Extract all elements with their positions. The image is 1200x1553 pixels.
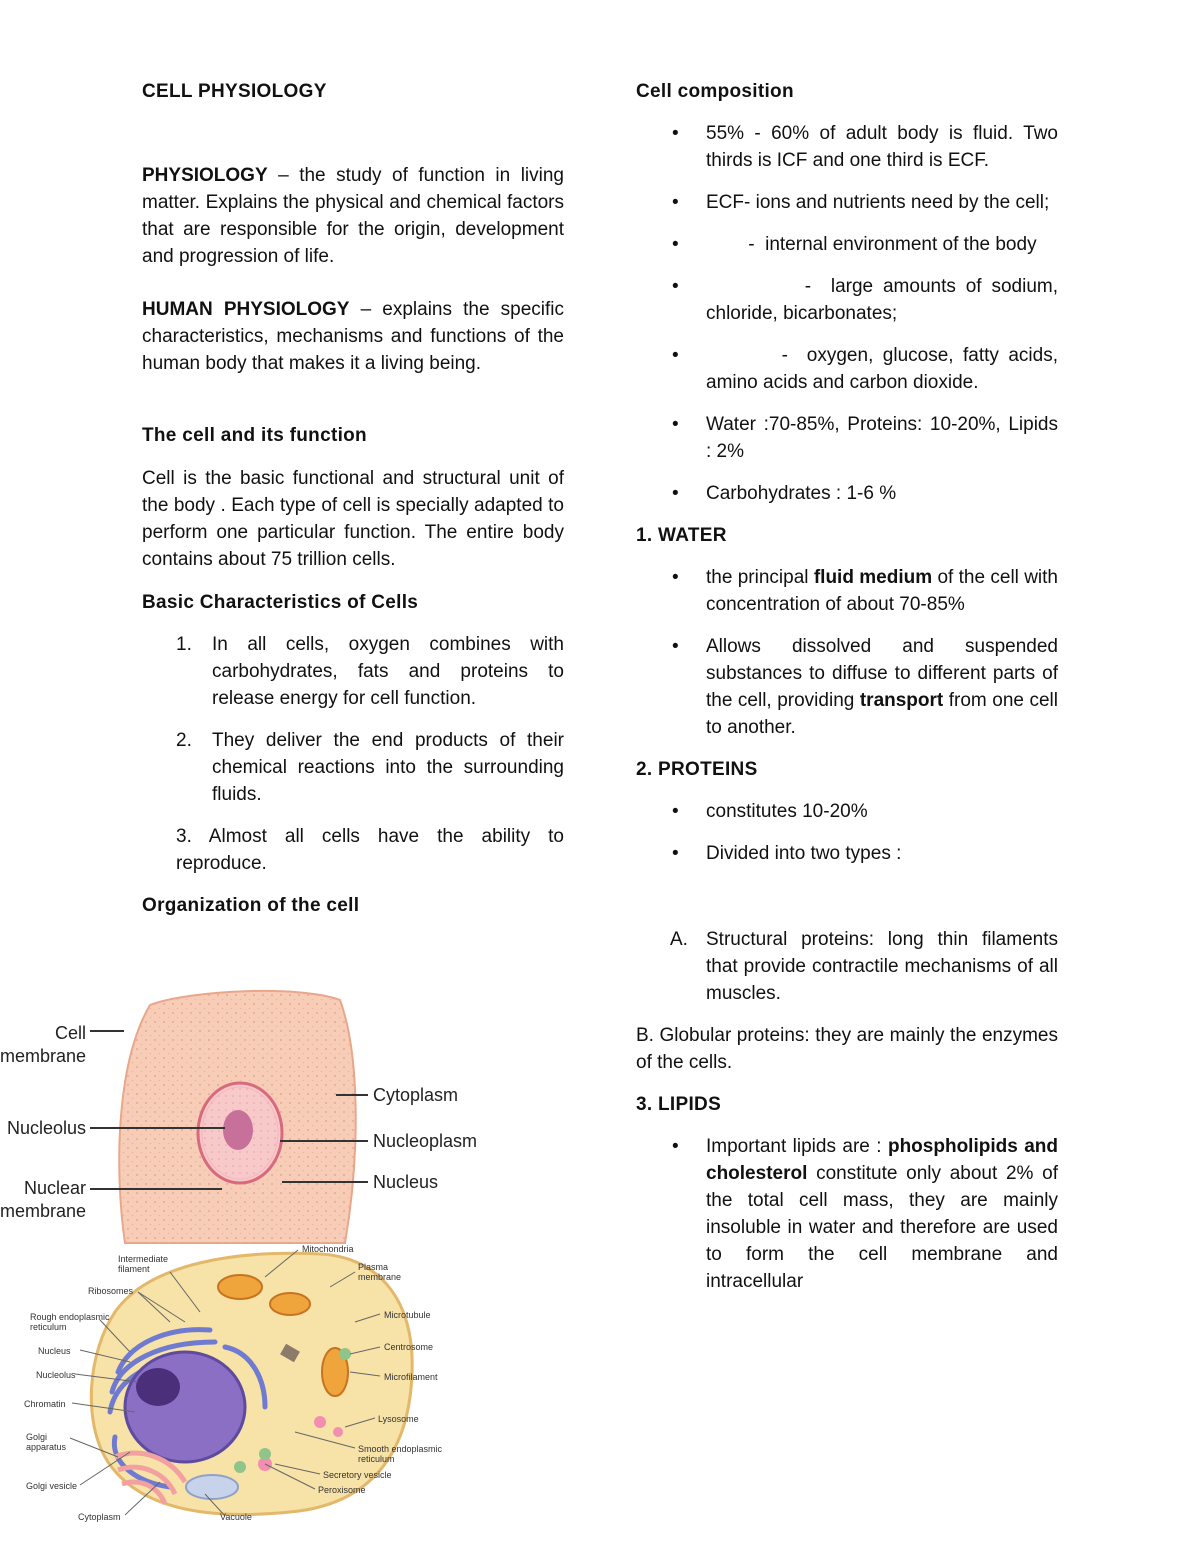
basic-characteristics-heading: Basic Characteristics of Cells — [142, 592, 419, 613]
list-item: • - oxygen, glucose, fatty acids, amino acids and carbon dioxide. — [672, 345, 1064, 393]
nucleus-shape — [125, 1352, 245, 1462]
label-smooth-er-2: reticulum — [358, 1454, 395, 1464]
label-nucleolus: Nucleolus — [36, 1370, 76, 1380]
protein-types-list — [636, 926, 1058, 1007]
list-item: • ECF- ions and nutrients need by the cell; — [672, 192, 1050, 213]
label-golgi-2: apparatus — [26, 1442, 67, 1452]
list-item: • Allows dissolved and suspended substances to diffuse to different parts of the cell, providing transport from one cell to another. — [672, 636, 1058, 738]
label-cell-membrane: Cell — [54, 1023, 86, 1043]
doc-title: CELL PHYSIOLOGY — [142, 81, 327, 102]
list-item: • constitutes 10-20% — [672, 801, 868, 822]
label-mitochondria: Mitochondria — [302, 1244, 354, 1254]
list-item: A. Structural proteins: long thin filaments that provide contractile mechanisms of all muscles. — [670, 929, 1058, 1004]
label-lysosome: Lysosome — [378, 1414, 419, 1424]
label-nucleoplasm: Nucleoplasm — [373, 1131, 478, 1151]
label-nucleus: Nucleus — [373, 1172, 439, 1192]
label-plasma-membrane-2: membrane — [358, 1272, 402, 1282]
list-item: • the principal fluid medium of the cell with concentration of about 70-85% — [672, 567, 1059, 615]
physiology-term: PHYSIOLOGY — [142, 165, 268, 186]
globular-proteins-text: B. Globular proteins: they are mainly the enzymes of the cells. — [636, 1025, 1058, 1073]
label-nuclear-membrane: Nuclear — [23, 1178, 86, 1198]
nucleolus-shape — [136, 1368, 180, 1406]
list-item: • 55% - 60% of adult body is fluid. Two thirds is ICF and one third is ECF. — [672, 123, 1058, 171]
proteins-heading: 2. PROTEINS — [636, 759, 758, 780]
animal-cell-diagram — [20, 1242, 470, 1527]
list-item: • Important lipids are : phospholipids and cholesterol constitute only about 2% of the total cell mass, they are mainly insoluble in water and therefore are used to form the cell membrane and intracellular — [672, 1136, 1058, 1292]
list-item: • Water :70-85%, Proteins: 10-20%, Lipids : 2% — [672, 414, 1058, 462]
label-ribosomes: Ribosomes — [88, 1286, 134, 1296]
human-physiology-definition — [142, 296, 564, 377]
physiology-definition — [142, 162, 564, 270]
water-heading: 1. WATER — [636, 525, 727, 546]
label-golgi-vesicle: Golgi vesicle — [26, 1481, 78, 1491]
label-secretory-vesicle: Secretory vesicle — [323, 1470, 392, 1480]
proteins-list — [636, 798, 1058, 867]
label-microfilament: Microfilament — [384, 1372, 438, 1382]
label-rough-er: Rough endoplasmic — [30, 1312, 110, 1322]
label-peroxisome: Peroxisome — [318, 1485, 366, 1495]
basic-characteristics-list — [142, 631, 564, 808]
lipids-heading: 3. LIPIDS — [636, 1094, 722, 1115]
cell-composition-heading: Cell composition — [636, 81, 794, 102]
label-smooth-er: Smooth endoplasmic — [358, 1444, 443, 1454]
list-item: 1. In all cells, oxygen combines with carbohydrates, fats and proteins to release energy for cell function. — [176, 634, 564, 709]
label-intermediate-filament-2: filament — [118, 1264, 150, 1274]
organization-heading: Organization of the cell — [142, 895, 360, 916]
basic-characteristic-3: 3. Almost all cells have the ability to reproduce. — [176, 826, 564, 874]
list-item: 2. They deliver the end products of their chemical reactions into the surrounding fluids. — [176, 730, 564, 805]
label-cell-membrane-2: membrane — [0, 1046, 86, 1066]
label-chromatin: Chromatin — [24, 1399, 66, 1409]
human-physiology-def-text: – explains the specific characteristics, mechanisms and functions of the human body that makes it a living being. — [142, 299, 564, 374]
cell-organization-diagram — [0, 975, 480, 1250]
label-nucleolus: Nucleolus — [6, 1118, 86, 1138]
label-nucleus: Nucleus — [38, 1346, 71, 1356]
label-cytoplasm: Cytoplasm — [373, 1085, 459, 1105]
label-cytoplasm: Cytoplasm — [78, 1512, 121, 1522]
lipids-list — [636, 1133, 1058, 1295]
list-item: • - large amounts of sodium, chloride, bicarbonates; — [672, 276, 1064, 324]
label-rough-er-2: reticulum — [30, 1322, 67, 1332]
list-item: • Carbohydrates : 1-6 % — [672, 483, 897, 504]
cell-function-heading: The cell and its function — [142, 425, 367, 446]
list-item: • Divided into two types : — [672, 843, 902, 864]
label-microtubule: Microtubule — [384, 1310, 431, 1320]
human-physiology-term: HUMAN PHYSIOLOGY — [142, 299, 350, 320]
label-intermediate-filament: Intermediate — [118, 1254, 169, 1264]
water-list — [636, 564, 1058, 741]
label-vacuole: Vacuole — [220, 1512, 252, 1522]
list-item: • - internal environment of the body — [672, 234, 1037, 255]
label-plasma-membrane: Plasma — [358, 1262, 389, 1272]
right-column — [636, 78, 1064, 1295]
physiology-def-text: – the study of function in living matter. Explains the physical and chemical factors that are responsible for the origin, development and progression of life. — [142, 165, 564, 267]
cell-function-text: Cell is the basic functional and structural unit of the body . Each type of cell is specially adapted to perform one particular function. The entire body contains about 75 trillion cells. — [142, 468, 564, 570]
label-nuclear-membrane-2: membrane — [0, 1201, 86, 1221]
nucleolus-shape — [223, 1110, 253, 1150]
left-column — [142, 78, 564, 919]
label-golgi: Golgi — [26, 1432, 48, 1442]
cell-composition-list — [636, 120, 1064, 507]
label-centrosome: Centrosome — [384, 1342, 434, 1352]
